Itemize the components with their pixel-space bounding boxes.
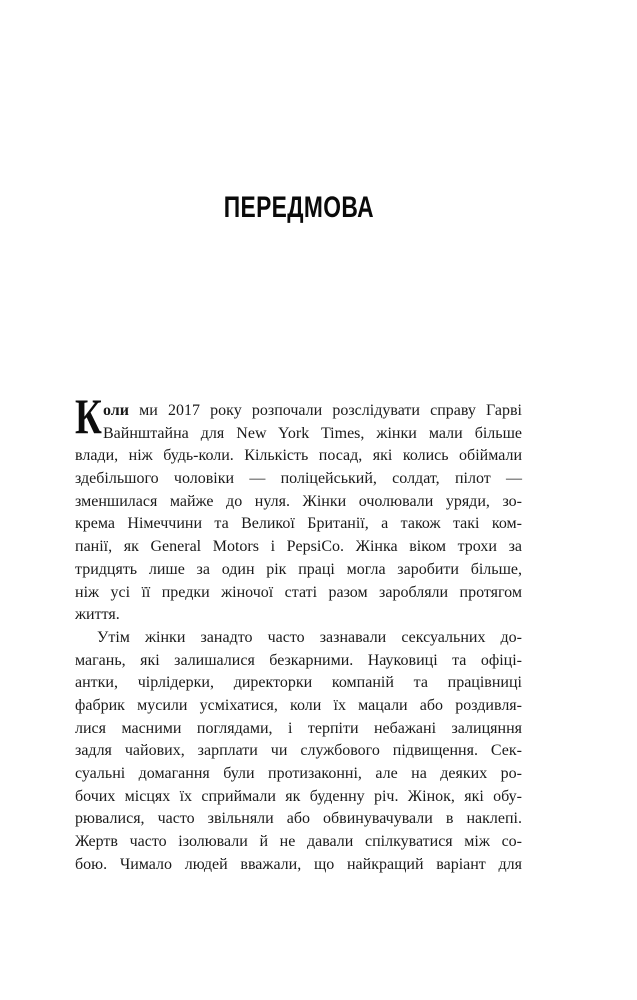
text-line: крема Німеччини та Великої Британії, а також такі ком- bbox=[75, 515, 522, 533]
chapter-title-text: ПЕРЕДМОВА bbox=[223, 191, 374, 224]
text-line: бочих місцях їх сприймали як буденну річ. Жінок, які обу- bbox=[75, 787, 522, 805]
text-line: Вайнштайна для New York Times, жінки мали більше bbox=[103, 424, 522, 442]
text-line: тридцять лише за один рік праці могла заробити більше, bbox=[75, 560, 522, 578]
text-line: антки, чірлідерки, директорки компаній та працівниці bbox=[75, 674, 522, 692]
body-text-block bbox=[75, 388, 522, 876]
text-line-paragraph-end: життя. bbox=[75, 606, 120, 624]
text-line: фабрик мусили усміхатися, коли їх мацали або роздивля- bbox=[75, 696, 522, 714]
text-line: магань, які залишалися безкарними. Науковиці та офіці- bbox=[75, 651, 522, 669]
lead-word-bold: оли bbox=[103, 402, 129, 419]
text-line: бою. Чимало людей вважали, що найкращий варіант для bbox=[75, 855, 522, 873]
text-line: лися масними поглядами, і терпіти небажані залицяння bbox=[75, 719, 522, 737]
chapter-title bbox=[75, 193, 522, 223]
text-line: панії, як General Motors і PepsiCo. Жінка віком трохи за bbox=[75, 538, 522, 556]
text-line-rest: ми 2017 року розпочали розслідувати справу Гарві bbox=[128, 402, 522, 419]
text-line: Жертв часто ізолювали й не давали спілкуватися між со- bbox=[75, 833, 522, 851]
text-line: влади, ніж будь-коли. Кількість посад, які колись обіймали bbox=[75, 447, 522, 465]
text-line: ніж усі її предки жіночої статі разом заробляли протягом bbox=[75, 583, 522, 601]
drop-cap-letter: К bbox=[75, 388, 102, 444]
text-line: суальні домагання були протизаконні, але на деяких ро- bbox=[75, 765, 522, 782]
text-line: здебільшого чоловіки — поліцейський, солдат, пілот — bbox=[75, 470, 522, 488]
text-line-paragraph-start: Утім жінки занадто часто зазнавали сексуальних до- bbox=[97, 628, 522, 646]
text-line: зменшилася майже до нуля. Жінки очолювали уряди, зо- bbox=[75, 492, 522, 510]
text-line: задля чайових, зарплати чи службового підвищення. Сек- bbox=[75, 742, 522, 760]
text-line: рювалися, часто звільняли або обвинувачували в наклепі. bbox=[75, 810, 522, 828]
text-line bbox=[75, 400, 522, 423]
